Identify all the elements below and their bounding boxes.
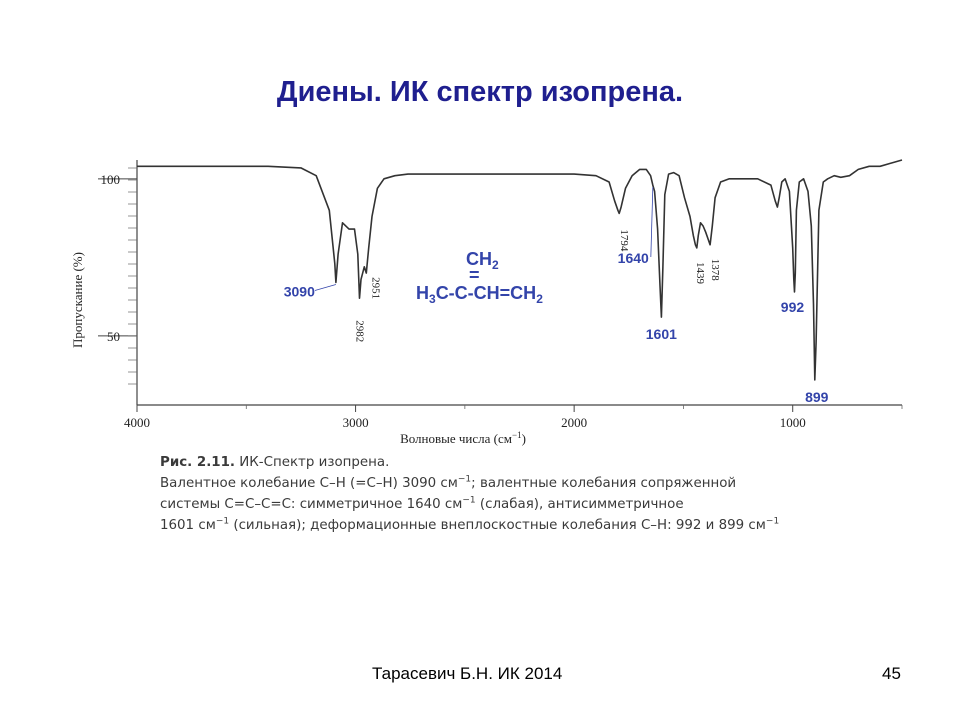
y-tick-label: 50: [107, 328, 120, 344]
x-tick-label: 1000: [779, 415, 806, 430]
formula-ch2-branch: $CH_2$: [466, 249, 499, 272]
x-tick-label: 4000: [124, 415, 150, 430]
peak-label: 992: [780, 298, 805, 315]
peak-label: 2982: [353, 320, 366, 343]
footer-author: Тарасевич Б.Н. ИК 2014: [372, 664, 563, 683]
x-axis-title: Волновые числа $(см^{-1})$: [400, 430, 526, 446]
figure-caption: [160, 452, 900, 536]
ir-spectrum-chart: [0, 140, 960, 450]
page-number: 45: [882, 664, 901, 683]
peak-labels: [284, 187, 829, 405]
peak-label: 1640: [617, 250, 649, 266]
spectrum-series-line: [137, 160, 902, 380]
peak-label: 1794: [618, 229, 631, 252]
caption-figure-label: Рис. 2.11.: [160, 455, 236, 470]
peak-leader-line: [651, 187, 653, 257]
isoprene-structural-formula: [416, 249, 543, 306]
x-axis-ticks: [124, 405, 902, 430]
caption-line-2: системы С=С–С=С: симметричное 1640 $см^{-1}$ (слабая), антисимметричное: [160, 495, 684, 512]
caption-line-1: Валентное колебание С–Н (=С–Н) 3090 $см^{-1}$; валентные колебания сопряженной: [160, 474, 737, 491]
peak-label: 1439: [693, 261, 706, 284]
peak-leader-line: [315, 285, 336, 291]
y-axis-ticks: [98, 168, 137, 384]
formula-main-chain: $H_3C-C-CH=CH_2$: [416, 283, 543, 306]
caption-figure-title: ИК-Спектр изопрена.: [235, 455, 390, 470]
y-axis-title: Пропускание (%): [70, 252, 85, 348]
x-tick-label: 3000: [342, 415, 369, 430]
caption-line-3: 1601 $см^{-1}$ (сильная); деформационные внеплоскостные колебания С–Н: 992 и 899 $см^{-1}$: [160, 516, 780, 533]
peak-label: 1601: [645, 326, 677, 343]
slide-title: Диены. ИК спектр изопрена.: [276, 76, 684, 108]
peak-label: 899: [805, 388, 829, 405]
formula-double-bond: =: [469, 265, 480, 285]
y-tick-label: 100: [100, 171, 120, 187]
caption-title-line: [160, 452, 900, 473]
peak-label: 3090: [283, 283, 315, 300]
peak-label: 2951: [369, 277, 382, 300]
x-tick-label: 2000: [561, 415, 588, 430]
peak-label: 1378: [709, 258, 722, 281]
